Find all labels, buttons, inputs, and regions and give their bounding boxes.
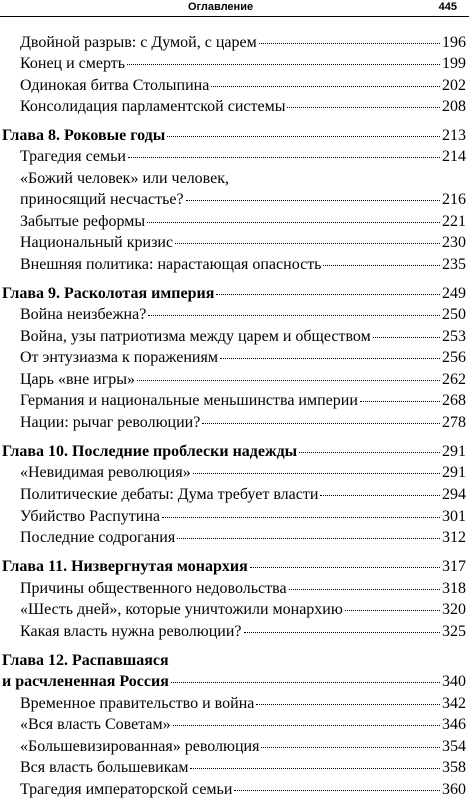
toc-entry-title: «Шесть дней», которые уничтожили монархию	[20, 601, 343, 618]
toc-entry-title: Причины общественного недовольства	[20, 580, 287, 597]
dot-leader	[360, 401, 440, 402]
toc-entry-title: и расчлененная Россия	[2, 673, 169, 690]
dot-leader	[173, 725, 440, 726]
toc-section-entry[interactable]	[20, 349, 466, 367]
dot-leader	[127, 64, 440, 65]
toc-entry-title: Временное правительство и война	[20, 695, 255, 712]
toc-entry-page: 312	[442, 529, 466, 546]
dot-leader	[148, 315, 440, 316]
toc-chapter-entry[interactable]	[2, 127, 466, 145]
dot-leader	[220, 358, 440, 359]
toc-entry-title: «Большевизированная» революция	[20, 738, 260, 755]
dot-leader	[177, 538, 440, 539]
dot-leader	[250, 567, 440, 568]
toc-entry-title: Глава 9. Расколотая империя	[2, 285, 215, 302]
toc-entry-title: Нации: рычаг революции?	[20, 414, 201, 431]
toc-section-entry[interactable]	[20, 77, 466, 95]
toc-entry-title: От энтузиазма к поражениям	[20, 349, 218, 366]
toc-entry-title: Царь «вне игры»	[20, 371, 136, 388]
toc-chapter-entry[interactable]	[2, 285, 466, 303]
toc-entry-page: 318	[442, 580, 466, 597]
toc-entry-title: Забытые реформы	[20, 213, 146, 230]
dot-leader	[128, 157, 440, 158]
toc-section-entry[interactable]	[20, 580, 466, 598]
running-title: Оглавление	[188, 1, 254, 13]
toc-section-entry[interactable]	[20, 191, 466, 209]
toc-entry-title: Глава 8. Роковые годы	[2, 127, 166, 144]
toc-section-entry[interactable]	[20, 306, 466, 324]
dot-leader	[211, 86, 440, 87]
toc-entry-page: 278	[442, 414, 466, 431]
toc-entry-page: 262	[442, 371, 466, 388]
toc-entry-title: Германия и национальные меньшинства империи	[20, 392, 358, 409]
toc-entry-page: 230	[442, 234, 466, 251]
toc-section-entry[interactable]	[20, 328, 466, 346]
dot-leader	[216, 294, 440, 295]
toc-entry-page: 301	[442, 508, 466, 525]
toc-entry-page: 317	[442, 558, 466, 575]
toc-chapter-entry[interactable]	[2, 558, 466, 576]
toc-section-entry[interactable]	[20, 98, 466, 116]
dot-leader	[171, 682, 440, 683]
toc-section-entry[interactable]	[20, 759, 466, 777]
toc-section-entry[interactable]	[20, 623, 466, 641]
toc-section-entry[interactable]	[20, 234, 466, 252]
toc-entry-title: «Вся власть Советам»	[20, 716, 171, 733]
toc-entry-title: Двойной разрыв: с Думой, с царем	[20, 34, 257, 51]
toc-entry-title: Трагедия императорской семьи	[20, 781, 233, 798]
toc-section-entry[interactable]	[20, 738, 466, 756]
toc-section-title-line: «Божий человек» или человек,	[20, 170, 230, 187]
toc-entry-title: Война неизбежна?	[20, 306, 147, 323]
dot-leader	[259, 43, 440, 44]
toc-entry-title: приносящий несчастье?	[20, 191, 184, 208]
dot-leader	[261, 747, 440, 748]
toc-entry-page: 216	[442, 191, 466, 208]
toc-entry-title: Вся власть большевикам	[20, 759, 189, 776]
dot-leader	[186, 200, 440, 201]
toc-section-entry[interactable]	[20, 213, 466, 231]
toc-entry-page: 214	[442, 148, 466, 165]
toc-entry-page: 325	[442, 623, 466, 640]
dot-leader	[289, 589, 440, 590]
toc-entry-title: Последние содрогания	[20, 529, 176, 546]
toc-entry-title: Внешняя политика: нарастающая опасность	[20, 256, 322, 273]
toc-entry-title: Политические дебаты: Дума требует власти	[20, 486, 319, 503]
toc-entry-title: Национальный кризис	[20, 234, 174, 251]
dot-leader	[137, 380, 440, 381]
dot-leader	[202, 423, 440, 424]
toc-entry-page: 256	[442, 349, 466, 366]
dot-leader	[234, 790, 440, 791]
toc-entry-page: 268	[442, 392, 466, 409]
dot-leader	[175, 243, 440, 244]
toc-section-entry[interactable]	[20, 34, 466, 52]
toc-section-entry[interactable]	[20, 716, 466, 734]
toc-entry-title: Война, узы патриотизма между царем и обществом	[20, 328, 371, 345]
toc-entry-page: 294	[442, 486, 466, 503]
dot-leader	[373, 337, 440, 338]
toc-entry-page: 213	[442, 127, 466, 144]
toc-section-entry[interactable]	[20, 256, 466, 274]
toc-entry-title: Убийство Распутина	[20, 508, 161, 525]
toc-entry-page: 235	[442, 256, 466, 273]
toc-entry-title: «Невидимая революция»	[20, 464, 191, 481]
toc-entry-page: 249	[442, 285, 466, 302]
dot-leader	[345, 610, 440, 611]
toc-section-entry[interactable]	[20, 414, 466, 432]
toc-entry-page: 340	[442, 673, 466, 690]
toc-entry-page: 250	[442, 306, 466, 323]
dot-leader	[299, 452, 440, 453]
toc-entry-title: Конец и смерть	[20, 55, 126, 72]
toc-entry-page: 320	[442, 601, 466, 618]
toc-section-entry[interactable]	[20, 695, 466, 713]
toc-chapter-entry[interactable]	[2, 673, 466, 691]
toc-section-entry[interactable]	[20, 529, 466, 547]
toc-section-entry[interactable]	[20, 781, 466, 799]
toc-entry-page: 346	[442, 716, 466, 733]
toc-entry-title: Одинокая битва Столыпина	[20, 77, 210, 94]
running-header	[0, 0, 469, 17]
toc-entry-title: Консолидация парламентской системы	[20, 98, 286, 115]
dot-leader	[190, 768, 440, 769]
toc-chapter-title-line: Глава 12. Распавшаяся	[2, 652, 169, 669]
toc-section-entry[interactable]	[20, 55, 466, 73]
toc-entry-title: Глава 11. Низвергнутая монархия	[2, 558, 248, 575]
toc-entry-page: 342	[442, 695, 466, 712]
toc-entry-page: 360	[442, 781, 466, 798]
toc-section-entry[interactable]	[20, 486, 466, 504]
dot-leader	[287, 107, 440, 108]
toc-section-entry[interactable]	[20, 392, 466, 410]
toc-entry-page: 202	[442, 77, 466, 94]
toc-entry-page: 253	[442, 328, 466, 345]
toc-entry-title: Какая власть нужна революции?	[20, 623, 242, 640]
toc-entry-page: 291	[442, 443, 466, 460]
toc-entry-page: 358	[442, 759, 466, 776]
dot-leader	[320, 495, 440, 496]
dot-leader	[167, 136, 440, 137]
toc-entry-page: 354	[442, 738, 466, 755]
dot-leader	[147, 222, 440, 223]
toc-section-entry[interactable]	[20, 371, 466, 389]
dot-leader	[256, 704, 440, 705]
page-number: 445	[438, 1, 457, 13]
toc-section-entry[interactable]	[20, 148, 466, 166]
toc-section-entry[interactable]	[20, 508, 466, 526]
toc-entry-page: 208	[442, 98, 466, 115]
dot-leader	[162, 517, 440, 518]
toc-entry-page: 291	[442, 464, 466, 481]
toc-section-entry[interactable]	[20, 601, 466, 619]
toc-entry-page: 196	[442, 34, 466, 51]
toc-entry-page: 199	[442, 55, 466, 72]
dot-leader	[193, 473, 440, 474]
dot-leader	[244, 632, 440, 633]
toc-entry-title: Трагедия семьи	[20, 148, 126, 165]
toc-entry-title: Глава 10. Последние проблески надежды	[2, 443, 298, 460]
toc-entry-page: 221	[442, 213, 466, 230]
toc-chapter-entry[interactable]	[2, 443, 466, 461]
toc-section-entry[interactable]	[20, 464, 466, 482]
dot-leader	[323, 265, 440, 266]
